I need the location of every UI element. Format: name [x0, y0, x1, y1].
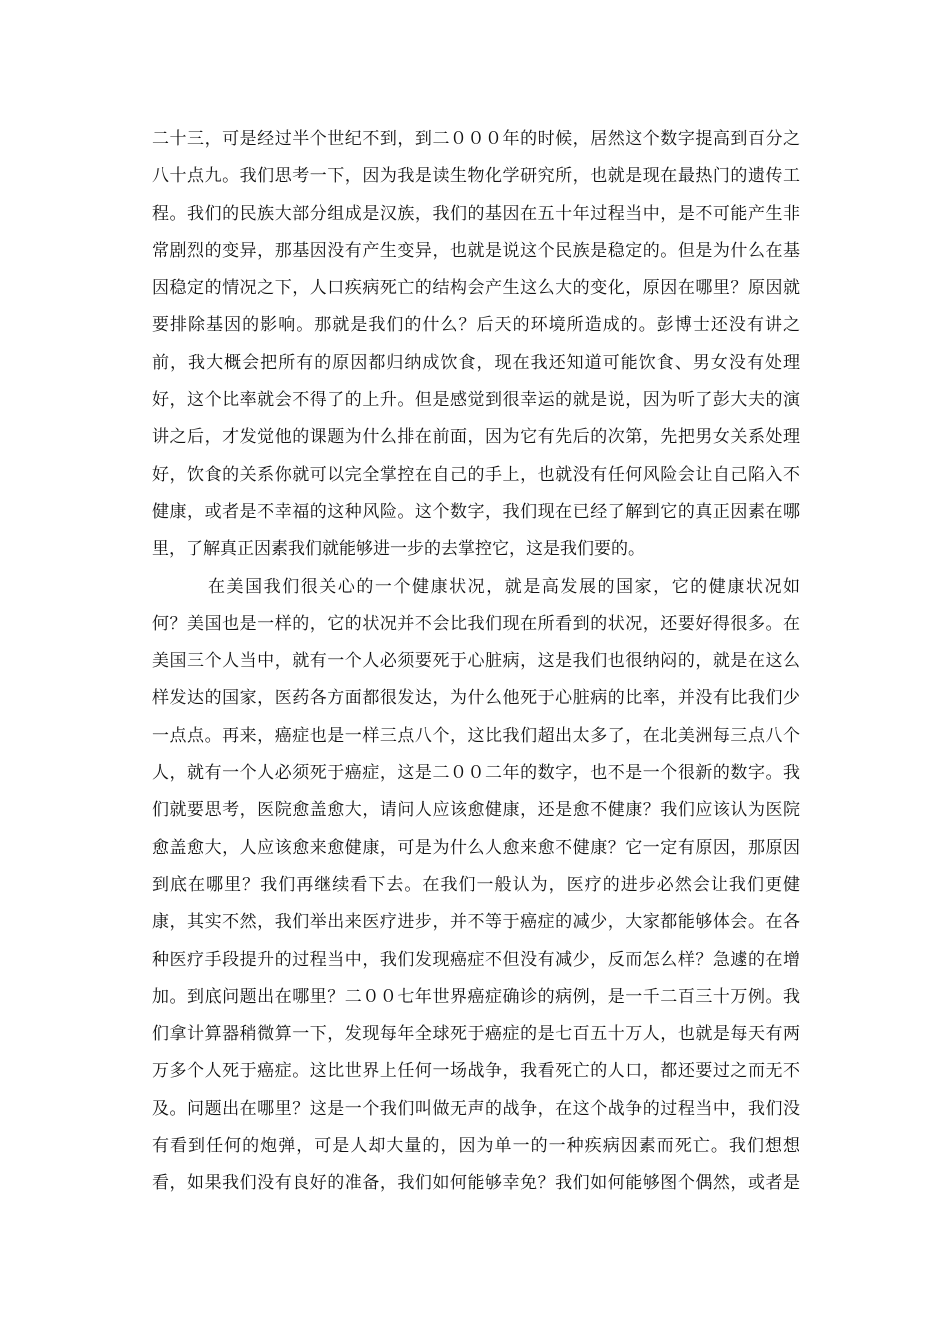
text-line: 因稳定的情况之下，人口疾病死亡的结构会产生这么大的变化，原因在哪里？原因就 [152, 278, 800, 299]
text-line: 程。我们的民族大部分组成是汉族，我们的基因在五十年过程当中，是不可能产生非 [152, 203, 800, 224]
paragraph-2 [152, 569, 800, 1203]
text-line: 前，我大概会把所有的原因都归纳成饮食，现在我还知道可能饮食、男女没有处理 [152, 352, 800, 373]
paragraph-1 [152, 121, 800, 569]
text-line: 万多个人死于癌症。这比世界上任何一场战争，我看死亡的人口，都还要过之而无不 [152, 1061, 800, 1082]
text-line: 有看到任何的炮弹，可是人却大量的，因为单一的一种疾病因素而死亡。我们想想 [152, 1136, 800, 1157]
text-line: 要排除基因的影响。那就是我们的什么？后天的环境所造成的。彭博士还没有讲之 [152, 315, 800, 336]
body-text [152, 121, 800, 1203]
text-line: 好，饮食的关系你就可以完全掌控在自己的手上，也就没有任何风险会让自己陷入不 [152, 464, 800, 485]
text-line: 健康，或者是不幸福的这种风险。这个数字，我们现在已经了解到它的真正因素在哪 [152, 501, 800, 522]
text-line: 常剧烈的变异，那基因没有产生变异，也就是说这个民族是稳定的。但是为什么在基 [152, 240, 800, 261]
text-line: 们就要思考，医院愈盖愈大，请问人应该愈健康，还是愈不健康？我们应该认为医院 [152, 800, 800, 821]
text-line: 种医疗手段提升的过程当中，我们发现癌症不但没有减少，反而怎么样？急遽的在增 [152, 949, 800, 970]
text-line: 人，就有一个人必须死于癌症，这是二００二年的数字，也不是一个很新的数字。我 [152, 763, 800, 784]
text-line: 样发达的国家，医药各方面都很发达，为什么他死于心脏病的比率，并没有比我们少 [152, 688, 800, 709]
text-line: 在美国我们很关心的一个健康状况，就是高发展的国家，它的健康状况如 [208, 576, 800, 597]
text-line: 二十三，可是经过半个世纪不到，到二０００年的时候，居然这个数字提高到百分之 [152, 129, 800, 149]
text-line: 一点点。再来，癌症也是一样三点八个，这比我们超出太多了，在北美洲每三点八个 [152, 725, 800, 746]
text-line: 何？美国也是一样的，它的状况并不会比我们现在所看到的状况，还要好得很多。在 [152, 613, 800, 634]
text-line: 好，这个比率就会不得了的上升。但是感觉到很幸运的就是说，因为听了彭大夫的演 [152, 390, 800, 411]
text-line: 们拿计算器稍微算一下，发现每年全球死于癌症的是七百五十万人，也就是每天有两 [152, 1024, 800, 1045]
text-line: 及。问题出在哪里？这是一个我们叫做无声的战争，在这个战争的过程当中，我们没 [152, 1098, 800, 1119]
text-line: 八十点九。我们思考一下，因为我是读生物化学研究所，也就是现在最热门的遗传工 [152, 166, 800, 187]
text-line: 里，了解真正因素我们就能够进一步的去掌控它，这是我们要的。 [152, 539, 645, 560]
text-line: 加。到底问题出在哪里？二００七年世界癌症确诊的病例，是一千二百三十万例。我 [152, 986, 800, 1007]
text-line: 看，如果我们没有良好的准备，我们如何能够幸免？我们如何能够图个偶然，或者是 [152, 1173, 800, 1194]
text-line: 到底在哪里？我们再继续看下去。在我们一般认为，医疗的进步必然会让我们更健 [152, 874, 800, 895]
text-line: 康，其实不然，我们举出来医疗进步，并不等于癌症的减少，大家都能够体会。在各 [152, 912, 800, 933]
text-line: 讲之后，才发觉他的课题为什么排在前面，因为它有先后的次第，先把男女关系处理 [152, 427, 800, 448]
text-line: 美国三个人当中，就有一个人必须要死于心脏病，这是我们也很纳闷的，就是在这么 [152, 651, 800, 672]
text-line: 愈盖愈大，人应该愈来愈健康，可是为什么人愈来愈不健康？它一定有原因，那原因 [152, 837, 800, 858]
